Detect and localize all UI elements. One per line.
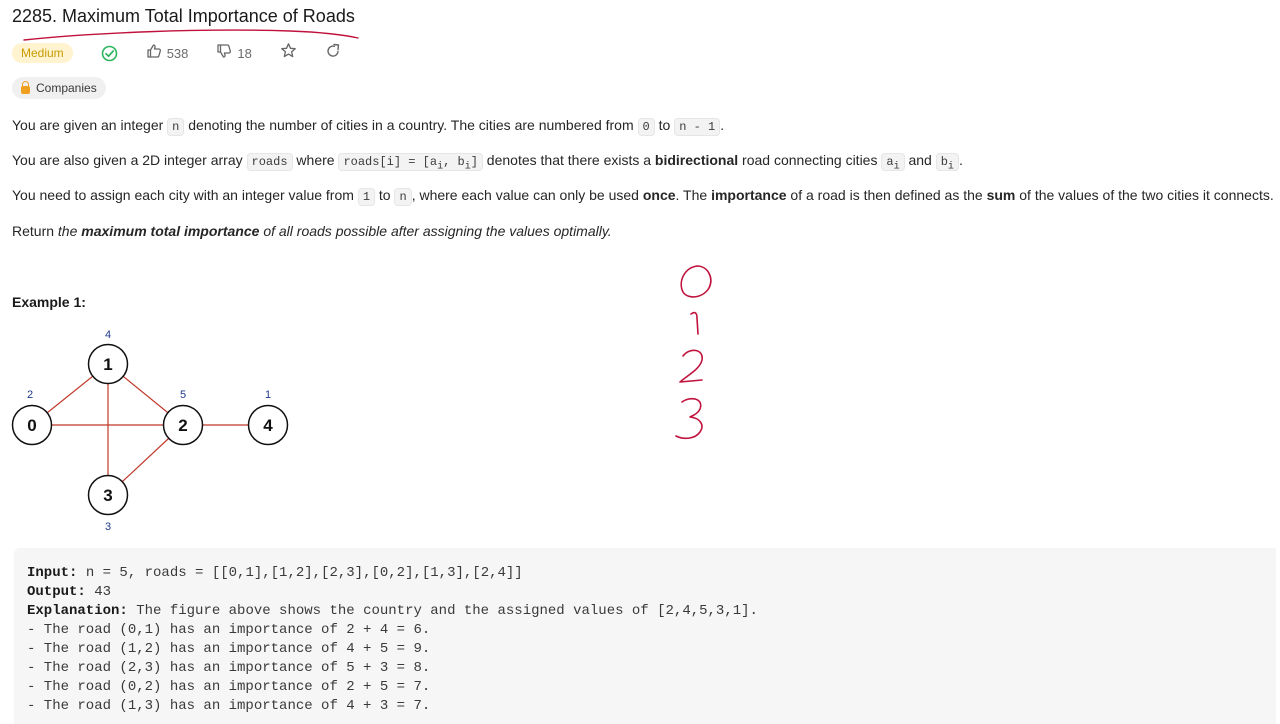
- share-icon: [325, 43, 341, 64]
- graph-node-id: 3: [103, 486, 113, 505]
- graph-node-2: [164, 389, 203, 445]
- companies-label: Companies: [36, 81, 97, 95]
- thumbs-up-icon: [146, 43, 162, 64]
- title-underline-stroke: [24, 30, 358, 40]
- graph-node-0: [13, 389, 52, 445]
- dislike-count: 18: [237, 45, 252, 61]
- lock-icon: [21, 86, 30, 94]
- graph-node-3: [89, 476, 128, 534]
- example-graph-figure: [0, 320, 310, 540]
- inline-code-ai: $a_i$: [881, 153, 904, 171]
- graph-edges: [32, 364, 268, 495]
- graph-node-id: 0: [27, 416, 37, 435]
- graph-node-value-label: 5: [179, 389, 187, 401]
- inline-code-n: n: [167, 118, 184, 136]
- share-button[interactable]: [325, 43, 341, 64]
- graph-nodes: [13, 329, 288, 533]
- graph-node-4: [249, 389, 288, 445]
- description-paragraph-3: You need to assign each city with an integer value from 1 to n , where each value can only be used once. The importance of a road is then defined as the sum of the values of the two cities it connects.: [12, 187, 1274, 204]
- problem-meta-row: [12, 42, 341, 64]
- example-code-block: [14, 548, 1276, 724]
- example-explanation-line: Explanation: The figure above shows the country and the assigned values of [2,4,5,3,1].: [27, 603, 758, 619]
- favorite-star-button[interactable]: [280, 42, 297, 64]
- graph-node-id: 4: [263, 416, 273, 435]
- explanation-item: - The road (1,3) has an importance of 4 + 3 = 7.: [27, 698, 431, 714]
- inline-code-zero: 0: [638, 118, 655, 136]
- description-paragraph-1: You are given an integer n denoting the number of cities in a country. The cities are numbered from 0 to n - 1 .: [12, 117, 725, 134]
- explanation-item: - The road (2,3) has an importance of 5 + 3 = 8.: [27, 660, 431, 676]
- handwritten-digit-3: [676, 399, 702, 439]
- graph-node-id: 1: [103, 355, 113, 374]
- dislike-button[interactable]: [216, 43, 251, 64]
- explanation-item: - The road (1,2) has an importance of 4 + 5 = 9.: [27, 641, 431, 657]
- example-output-line: Output: 43: [27, 584, 112, 600]
- description-paragraph-2: You are also given a 2D integer array roads where roads[i] = [$a_i$, $b_i$] denotes that there exists a bidirectional road connecting cities $a_i$ and $b_i$ .: [12, 152, 963, 173]
- graph-node-value-label: 2: [26, 389, 34, 401]
- problem-title: 2285. Maximum Total Importance of Roads: [12, 6, 355, 26]
- inline-code-bi: $b_i$: [936, 153, 959, 171]
- description-paragraph-4: Return the maximum total importance of all roads possible after assigning the values optimally.: [12, 223, 612, 239]
- difficulty-badge: Medium: [12, 43, 73, 63]
- graph-node-value-label: 3: [104, 521, 112, 533]
- inline-code-roads: roads: [247, 153, 293, 171]
- like-count: 538: [166, 45, 189, 61]
- explanation-item: - The road (0,2) has an importance of 2 + 5 = 7.: [27, 679, 431, 695]
- graph-node-value-label: 1: [264, 389, 272, 401]
- handwritten-digit-0: [681, 266, 711, 297]
- graph-node-id: 2: [178, 416, 188, 435]
- handwritten-digit-2: [680, 350, 702, 382]
- graph-node-value-label: 4: [104, 329, 112, 341]
- explanation-item: - The road (0,1) has an importance of 2 + 4 = 6.: [27, 622, 431, 638]
- graph-node-1: [89, 329, 128, 384]
- handwritten-digit-1: [691, 313, 698, 334]
- inline-code-one: 1: [358, 188, 375, 206]
- example-input-line: Input: n = 5, roads = [[0,1],[1,2],[2,3],[0,2],[1,3],[2,4]]: [27, 565, 523, 581]
- inline-code-n2: n: [394, 188, 411, 206]
- like-button[interactable]: [146, 43, 189, 64]
- solved-check-icon: [101, 45, 118, 62]
- thumbs-down-icon: [216, 43, 232, 64]
- inline-code-roads-i: roads[i] = [$a_i$, $b_i$]: [338, 153, 482, 171]
- inline-code-n-minus-1: n - 1: [674, 118, 720, 136]
- companies-chip[interactable]: [12, 77, 106, 99]
- star-icon: [280, 42, 297, 64]
- example-title: Example 1:: [12, 294, 86, 310]
